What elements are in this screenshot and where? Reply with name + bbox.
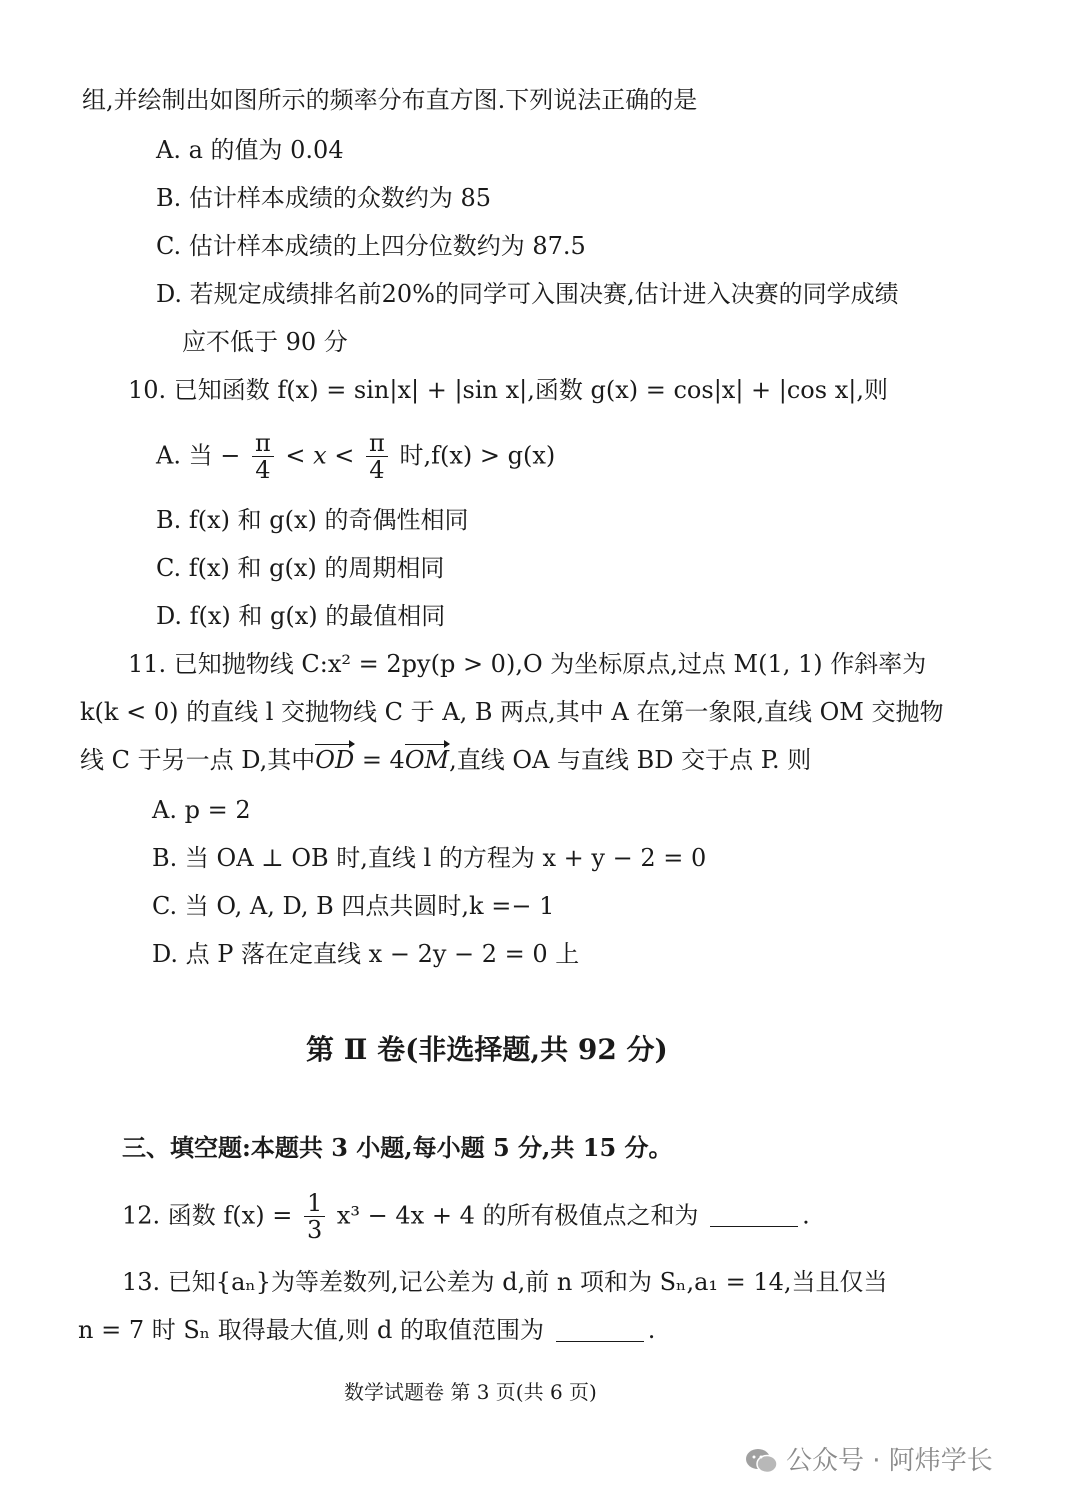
- q11-line3-pre: 线 C 于另一点 D,其中: [80, 746, 316, 774]
- q12-prefix: 12. 函数 f(x) =: [122, 1201, 293, 1230]
- q11-option-b: B. 当 OA ⊥ OB 时,直线 l 的方程为 x + y − 2 = 0: [152, 844, 707, 872]
- q10-option-b: B. f(x) 和 g(x) 的奇偶性相同: [156, 506, 469, 534]
- q9-option-b: B. 估计样本成绩的众数约为 85: [156, 184, 492, 212]
- vector-om: OM: [404, 746, 450, 774]
- q12-end: .: [802, 1201, 810, 1230]
- q13-line2-text: n = 7 时 Sₙ 取得最大值,则 d 的取值范围为: [78, 1316, 545, 1344]
- q13-line-2: [78, 1318, 655, 1342]
- answer-blank[interactable]: [556, 1319, 644, 1342]
- q13-end: .: [647, 1316, 656, 1344]
- frac-den: 4: [369, 456, 385, 485]
- answer-blank[interactable]: [710, 1204, 798, 1227]
- q10-option-a: [156, 430, 555, 484]
- q9-option-a: A. a 的值为 0.04: [156, 136, 344, 164]
- frac-num: π: [252, 430, 274, 457]
- q12-suffix: x³ − 4x + 4 的所有极值点之和为: [336, 1201, 699, 1230]
- frac-num: π: [366, 430, 388, 457]
- q13-line-1: 13. 已知{aₙ}为等差数列,记公差为 d,前 n 项和为 Sₙ,a₁ = 14,当且仅当: [122, 1268, 888, 1296]
- q9-stem-tail: 组,并绘制出如图所示的频率分布直方图.下列说法正确的是: [82, 86, 698, 114]
- q11-option-d: D. 点 P 落在定直线 x − 2y − 2 = 0 上: [152, 940, 580, 968]
- watermark-text: 公众号 · 阿炜学长: [786, 1446, 993, 1476]
- q9-option-d-continued: 应不低于 90 分: [182, 328, 348, 356]
- page-footer: 数学试题卷 第 3 页(共 6 页): [344, 1380, 597, 1404]
- frac-num: 1: [304, 1190, 325, 1217]
- wechat-icon: [744, 1447, 780, 1475]
- q10-a-frac-left: [252, 430, 274, 484]
- part-two-title: 第 Ⅱ 卷(非选择题,共 92 分): [306, 1033, 668, 1066]
- q11-stem-line-1: 11. 已知抛物线 C:x² = 2py(p > 0),O 为坐标原点,过点 M(1, 1) 作斜率为: [128, 650, 927, 678]
- q11-option-a: A. p = 2: [152, 796, 251, 824]
- q9-option-d: D. 若规定成绩排名前20%的同学可入围决赛,估计进入决赛的同学成绩: [156, 280, 899, 308]
- section-three-heading: 三、填空题:本题共 3 小题,每小题 5 分,共 15 分。: [122, 1133, 673, 1162]
- q11-stem-line-3: [80, 748, 811, 772]
- q12: [122, 1190, 810, 1244]
- q10-option-c: C. f(x) 和 g(x) 的周期相同: [156, 554, 445, 582]
- q10-a-prefix: A. 当 −: [156, 441, 241, 470]
- q11-line3-eq: = 4: [354, 746, 405, 774]
- q10-a-frac-right: [366, 430, 388, 484]
- vector-od: OD: [315, 746, 355, 774]
- frac-den: 4: [255, 456, 271, 485]
- q12-fraction: [304, 1190, 325, 1244]
- q10-a-suffix: 时,f(x) > g(x): [399, 441, 556, 470]
- q11-stem-line-2: k(k < 0) 的直线 l 交抛物线 C 于 A, B 两点,其中 A 在第一象限,直线 OM 交抛物: [80, 698, 944, 726]
- q11-line3-post: ,直线 OA 与直线 BD 交于点 P. 则: [449, 746, 812, 774]
- q10-stem: 10. 已知函数 f(x) = sin|x| + |sin x|,函数 g(x) = cos|x| + |cos x|,则: [128, 376, 888, 404]
- q10-a-mid: < x <: [285, 441, 355, 470]
- watermark: [744, 1440, 993, 1477]
- frac-den: 3: [306, 1216, 323, 1245]
- q11-option-c: C. 当 O, A, D, B 四点共圆时,k =− 1: [152, 892, 555, 920]
- q10-option-d: D. f(x) 和 g(x) 的最值相同: [156, 602, 446, 630]
- q9-option-c: C. 估计样本成绩的上四分位数约为 87.5: [156, 232, 586, 260]
